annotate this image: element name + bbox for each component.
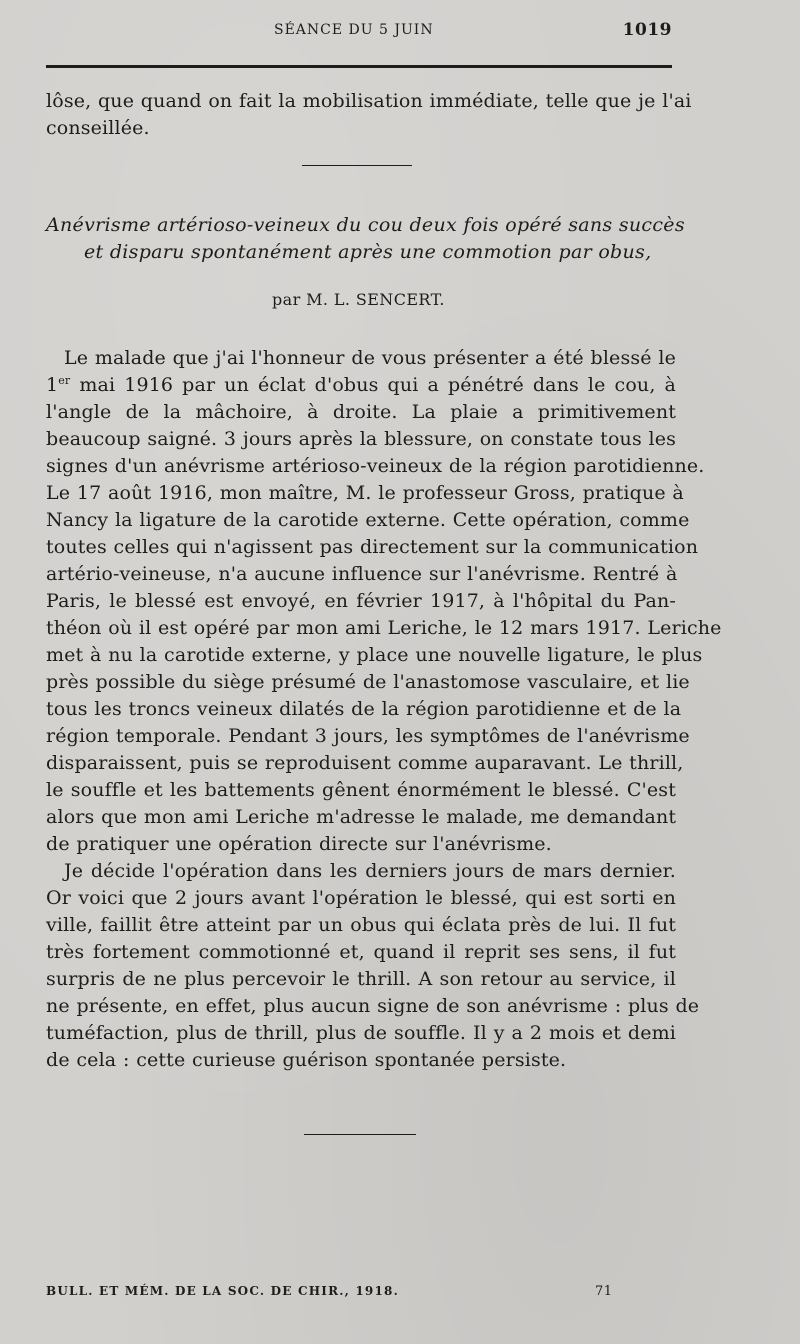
text-line: met à nu la carotide externe, y place une nouvelle ligature, le plus xyxy=(46,644,703,666)
continuation-paragraph xyxy=(46,88,692,142)
text-line xyxy=(46,372,676,399)
text-line: ville, faillit être atteint par un obus qui éclata près de lui. Il fut xyxy=(46,914,676,936)
date-day: 1 xyxy=(46,374,59,396)
text-line: tuméfaction, plus de thrill, plus de souffle. Il y a 2 mois et demi xyxy=(46,1022,676,1044)
text-line: tous les troncs veineux dilatés de la région parotidienne et de la xyxy=(46,698,682,720)
author-byline: par M. L. SENCERT. xyxy=(272,290,445,309)
running-title: SÉANCE DU 5 JUIN xyxy=(274,22,434,38)
header-rule xyxy=(46,65,672,68)
text-line: alors que mon ami Leriche m'adresse le malade, me demandant xyxy=(46,806,677,828)
text-line: près possible du siège présumé de l'anastomose vasculaire, et lie xyxy=(46,671,690,693)
text-line: Nancy la ligature de la carotide externe. Cette opération, comme xyxy=(46,509,690,531)
running-head xyxy=(46,20,676,44)
end-divider xyxy=(304,1134,416,1135)
text-line: signes d'un anévrisme artérioso-veineux de la région parotidienne. xyxy=(46,455,705,477)
text-line: surpris de ne plus percevoir le thrill. A son retour au service, il xyxy=(46,968,676,990)
ordinal-superscript: er xyxy=(58,374,71,387)
text-line: lôse, que quand on fait la mobilisation immédiate, telle que je l'ai xyxy=(46,90,692,112)
text-line: région temporale. Pendant 3 jours, les symptômes de l'anévrisme xyxy=(46,725,690,747)
text-line: beaucoup saigné. 3 jours après la blessure, on constate tous les xyxy=(46,428,677,450)
text-line: Le malade que j'ai l'honneur de vous présenter a été blessé le xyxy=(64,347,676,369)
text-line: l'angle de la mâchoire, à droite. La plaie a primitivement xyxy=(46,401,676,423)
text-line: de pratiquer une opération directe sur l'anévrisme. xyxy=(46,833,552,855)
signature-mark: 71 xyxy=(595,1284,613,1299)
text-line: Le 17 août 1916, mon maître, M. le professeur Gross, pratique à xyxy=(46,482,684,504)
article-title xyxy=(46,212,685,266)
section-divider xyxy=(302,165,412,166)
text-line: Or voici que 2 jours avant l'opération le blessé, qui est sorti en xyxy=(46,887,676,909)
text-line: théon où il est opéré par mon ami Leriche, le 12 mars 1917. Leriche xyxy=(46,617,722,639)
page-number: 1019 xyxy=(622,20,672,40)
article-title-line: Anévrisme artérioso-veineux du cou deux fois opéré sans succès xyxy=(46,214,685,236)
text-line: ne présente, en effet, plus aucun signe de son anévrisme : plus de xyxy=(46,995,700,1017)
text-line: toutes celles qui n'agissent pas directement sur la communication xyxy=(46,536,699,558)
text-line: conseillée. xyxy=(46,117,150,139)
text-line: artério-veineuse, n'a aucune influence sur l'anévrisme. Rentré à xyxy=(46,563,678,585)
text-line: Je décide l'opération dans les derniers jours de mars dernier. xyxy=(64,860,676,882)
article-body xyxy=(46,345,722,1074)
text-line: disparaissent, puis se reproduisent comme auparavant. Le thrill, xyxy=(46,752,684,774)
journal-footer: BULL. ET MÉM. DE LA SOC. DE CHIR., 1918. xyxy=(46,1284,399,1298)
text-line: de cela : cette curieuse guérison spontanée persiste. xyxy=(46,1049,567,1071)
text-line-rest: mai 1916 par un éclat d'obus qui a pénétré dans le cou, à xyxy=(79,374,676,396)
text-line: Paris, le blessé est envoyé, en février 1917, à l'hôpital du Pan- xyxy=(46,590,676,612)
article-title-line: et disparu spontanément après une commotion par obus, xyxy=(84,241,652,263)
text-line: très fortement commotionné et, quand il reprit ses sens, il fut xyxy=(46,941,676,963)
text-line: le souffle et les battements gênent énormément le blessé. C'est xyxy=(46,779,676,801)
